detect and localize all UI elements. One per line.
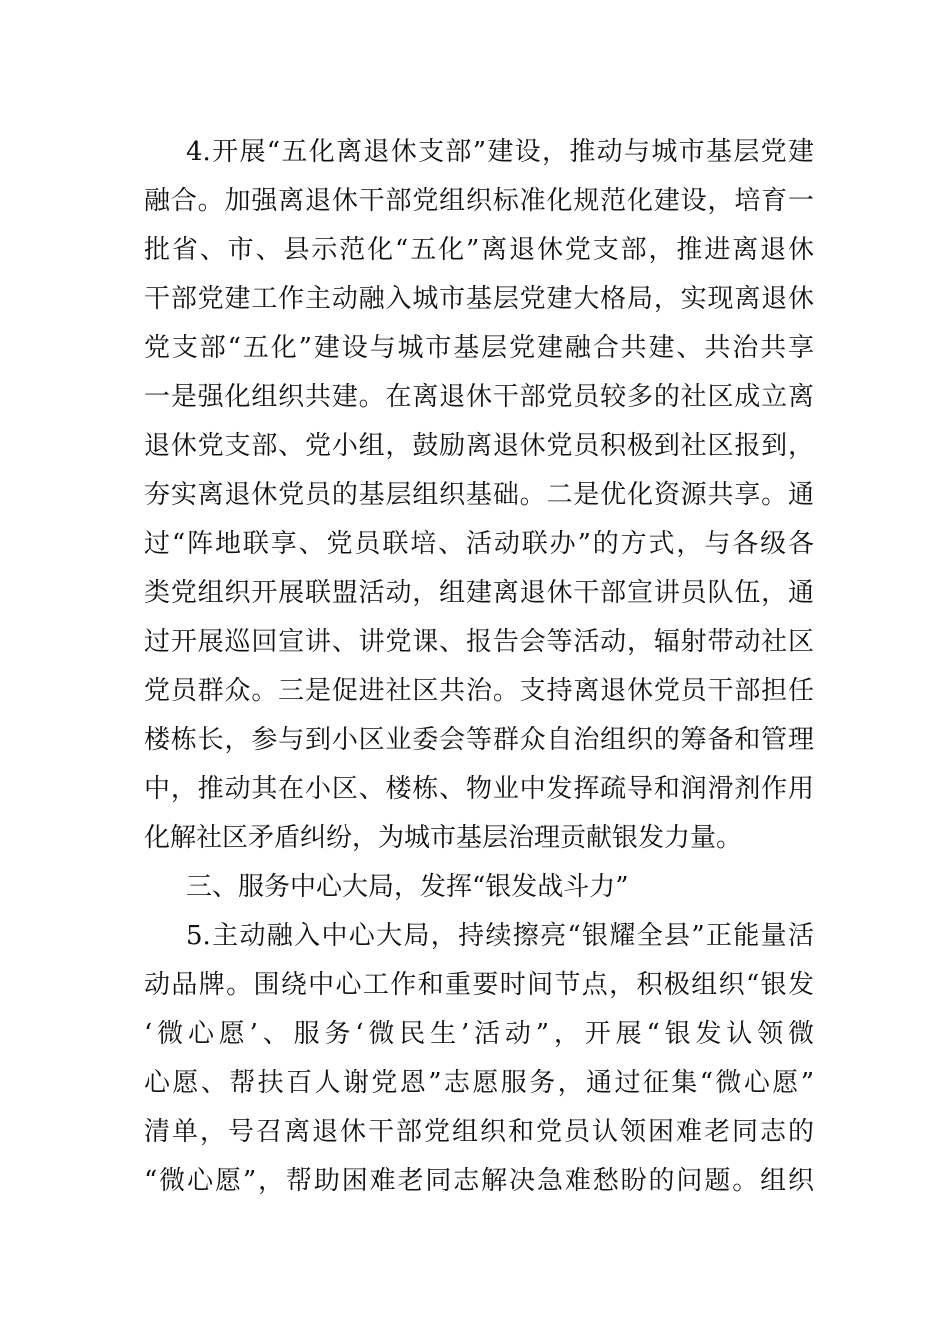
paragraph-line: 党支部“五化”建设与城市基层党建融合共建、共治共享 xyxy=(144,333,814,363)
paragraph-line: 心愿、帮扶百人谢党恩”志愿服务，通过征集“微心愿” xyxy=(144,1068,814,1098)
paragraph-line: 5.主动融入中心大局，持续擦亮“银耀全县”正能量活 xyxy=(186,921,814,951)
paragraph-line: “微心愿”，帮助困难老同志解决急难愁盼的问题。组织 xyxy=(144,1166,814,1196)
paragraph-line: 一是强化组织共建。在离退休干部党员较多的社区成立离 xyxy=(144,382,814,412)
paragraph-line: 中，推动其在小区、楼栋、物业中发挥疏导和润滑剂作用 xyxy=(144,774,814,804)
paragraph-line: 化解社区矛盾纠纷，为城市基层治理贡献银发力量。 xyxy=(144,823,743,853)
paragraph-line: ‘微心愿’、服务‘微民生’活动”，开展“银发认领微 xyxy=(144,1019,814,1049)
paragraph-line: 融合。加强离退休干部党组织标准化规范化建设，培育一 xyxy=(144,186,814,216)
paragraph-line: 过开展巡回宣讲、讲党课、报告会等活动，辐射带动社区 xyxy=(144,627,814,657)
paragraph-line: 类党组织开展联盟活动，组建离退休干部宣讲员队伍，通 xyxy=(144,578,814,608)
paragraph-line: 退休党支部、党小组，鼓励离退休党员积极到社区报到， xyxy=(144,431,814,461)
section-heading: 三、服务中心大局，发挥“银发战斗力” xyxy=(186,872,629,902)
paragraph-line: 过“阵地联享、党员联培、活动联办”的方式，与各级各 xyxy=(144,529,814,559)
paragraph-line: 党员群众。三是促进社区共治。支持离退休党员干部担任 xyxy=(144,676,814,706)
paragraph-line: 4.开展“五化离退休支部”建设，推动与城市基层党建 xyxy=(186,137,814,167)
paragraph-line: 清单，号召离退休干部党组织和党员认领困难老同志的 xyxy=(144,1117,814,1147)
paragraph-line: 楼栋长，参与到小区业委会等群众自治组织的筹备和管理 xyxy=(144,725,814,755)
paragraph-line: 干部党建工作主动融入城市基层党建大格局，实现离退休 xyxy=(144,284,814,314)
paragraph-line: 批省、市、县示范化“五化”离退休党支部，推进离退休 xyxy=(144,235,814,265)
paragraph-line: 夯实离退休党员的基层组织基础。二是优化资源共享。通 xyxy=(144,480,814,510)
paragraph-line: 动品牌。围绕中心工作和重要时间节点，积极组织“银发 xyxy=(144,970,814,1000)
